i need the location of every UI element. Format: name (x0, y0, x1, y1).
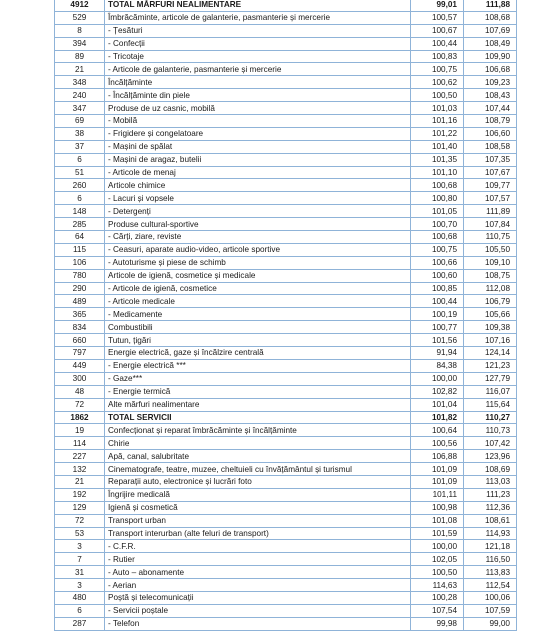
category-label-cell: - Medicamente (105, 308, 411, 321)
table-row (55, 617, 517, 630)
index-previous-month-cell: 101,10 (411, 166, 464, 179)
index-previous-month-cell: 84,38 (411, 359, 464, 372)
table-row (55, 398, 517, 411)
index-previous-year-cell: 108,68 (464, 11, 517, 24)
weight-cell: 780 (55, 269, 105, 282)
index-previous-month-cell: 100,64 (411, 424, 464, 437)
index-previous-year-cell: 108,49 (464, 37, 517, 50)
category-label-cell: - Detergenți (105, 205, 411, 218)
category-label-cell: Combustibili (105, 321, 411, 334)
table-row (55, 205, 517, 218)
category-label-cell: Chirie (105, 437, 411, 450)
index-previous-year-cell: 114,93 (464, 527, 517, 540)
weight-cell: 365 (55, 308, 105, 321)
weight-cell: 227 (55, 450, 105, 463)
category-label-cell: - Frigidere și congelatoare (105, 127, 411, 140)
category-label-cell: - Ceasuri, aparate audio-video, articole sportive (105, 243, 411, 256)
weight-cell: 115 (55, 243, 105, 256)
index-previous-year-cell: 112,54 (464, 579, 517, 592)
category-label-cell: - Rutier (105, 553, 411, 566)
category-label-cell: Produse cultural-sportive (105, 218, 411, 231)
category-label-cell: - Energie termică (105, 385, 411, 398)
weight-cell: 192 (55, 488, 105, 501)
category-label-cell: - Mobilă (105, 115, 411, 128)
index-previous-month-cell: 107,54 (411, 604, 464, 617)
index-previous-month-cell: 100,60 (411, 269, 464, 282)
table-row (55, 385, 517, 398)
index-previous-month-cell: 101,56 (411, 334, 464, 347)
index-previous-year-cell: 108,79 (464, 115, 517, 128)
category-label-cell: - Articole de menaj (105, 166, 411, 179)
index-previous-year-cell: 108,61 (464, 514, 517, 527)
category-label-cell: Apă, canal, salubritate (105, 450, 411, 463)
weight-cell: 347 (55, 102, 105, 115)
weight-cell: 8 (55, 24, 105, 37)
index-previous-year-cell: 106,68 (464, 63, 517, 76)
index-previous-year-cell: 108,58 (464, 140, 517, 153)
weight-cell: 834 (55, 321, 105, 334)
index-previous-year-cell: 105,50 (464, 243, 517, 256)
weight-cell: 797 (55, 347, 105, 360)
category-label-cell: - Cărți, ziare, reviste (105, 231, 411, 244)
table-row (55, 424, 517, 437)
table-row (55, 192, 517, 205)
category-label-cell: - Articole medicale (105, 295, 411, 308)
index-previous-month-cell: 100,50 (411, 89, 464, 102)
weight-cell: 348 (55, 76, 105, 89)
index-previous-year-cell: 100,06 (464, 591, 517, 604)
index-previous-year-cell: 108,43 (464, 89, 517, 102)
category-label-cell: - Mașini de spălat (105, 140, 411, 153)
table-row (55, 553, 517, 566)
index-previous-month-cell: 101,09 (411, 463, 464, 476)
category-label-cell: - Autoturisme și piese de schimb (105, 256, 411, 269)
category-label-cell: Cinematografe, teatre, muzee, cheltuieli cu învățământul și turismul (105, 463, 411, 476)
category-label-cell: - Auto – abonamente (105, 566, 411, 579)
table-row (55, 63, 517, 76)
category-label-cell: Articole chimice (105, 179, 411, 192)
category-label-cell: Transport urban (105, 514, 411, 527)
table-row (55, 514, 517, 527)
index-previous-month-cell: 100,00 (411, 540, 464, 553)
index-previous-month-cell: 100,80 (411, 192, 464, 205)
weight-cell: 31 (55, 566, 105, 579)
category-label-cell: Energie electrică, gaze și încălzire centrală (105, 347, 411, 360)
table-row (55, 488, 517, 501)
table-row (55, 591, 517, 604)
category-label-cell: Articole de igienă, cosmetice și medicale (105, 269, 411, 282)
weight-cell: 37 (55, 140, 105, 153)
table-row (55, 76, 517, 89)
table-row (55, 359, 517, 372)
index-previous-month-cell: 101,35 (411, 153, 464, 166)
index-previous-year-cell: 115,64 (464, 398, 517, 411)
index-previous-month-cell: 100,66 (411, 256, 464, 269)
table-row (55, 540, 517, 553)
weight-cell: 69 (55, 115, 105, 128)
index-previous-month-cell: 101,11 (411, 488, 464, 501)
index-previous-month-cell: 100,70 (411, 218, 464, 231)
weight-cell: 72 (55, 398, 105, 411)
weight-cell: 3 (55, 540, 105, 553)
weight-cell: 106 (55, 256, 105, 269)
table-row (55, 372, 517, 385)
weight-cell: 660 (55, 334, 105, 347)
table-row (55, 527, 517, 540)
weight-cell: 19 (55, 424, 105, 437)
table-row (55, 282, 517, 295)
index-previous-month-cell: 101,04 (411, 398, 464, 411)
category-label-cell: - Aerian (105, 579, 411, 592)
category-label-cell: - Mașini de aragaz, butelii (105, 153, 411, 166)
table-row (55, 256, 517, 269)
category-label-cell: - Țesături (105, 24, 411, 37)
index-previous-year-cell: 107,69 (464, 24, 517, 37)
index-previous-month-cell: 114,63 (411, 579, 464, 592)
table-row (55, 0, 517, 11)
table-row (55, 347, 517, 360)
weight-cell: 6 (55, 604, 105, 617)
index-previous-year-cell: 107,84 (464, 218, 517, 231)
table-row (55, 437, 517, 450)
weight-cell: 21 (55, 475, 105, 488)
index-previous-month-cell: 99,01 (411, 0, 464, 11)
index-previous-month-cell: 100,00 (411, 372, 464, 385)
index-previous-month-cell: 91,94 (411, 347, 464, 360)
index-previous-month-cell: 100,75 (411, 243, 464, 256)
index-previous-year-cell: 107,44 (464, 102, 517, 115)
index-previous-year-cell: 107,57 (464, 192, 517, 205)
index-previous-year-cell: 112,36 (464, 501, 517, 514)
category-label-cell: Produse de uz casnic, mobilă (105, 102, 411, 115)
index-previous-month-cell: 100,85 (411, 282, 464, 295)
index-previous-month-cell: 100,75 (411, 63, 464, 76)
category-label-cell: TOTAL MĂRFURI NEALIMENTARE (105, 0, 411, 11)
table-row (55, 37, 517, 50)
index-previous-year-cell: 105,66 (464, 308, 517, 321)
category-label-cell: - Tricotaje (105, 50, 411, 63)
table-row (55, 308, 517, 321)
index-previous-year-cell: 106,60 (464, 127, 517, 140)
index-previous-year-cell: 109,23 (464, 76, 517, 89)
category-label-cell: Igienă și cosmetică (105, 501, 411, 514)
index-previous-year-cell: 106,79 (464, 295, 517, 308)
index-previous-year-cell: 116,07 (464, 385, 517, 398)
index-previous-month-cell: 101,03 (411, 102, 464, 115)
weight-cell: 7 (55, 553, 105, 566)
index-previous-year-cell: 108,69 (464, 463, 517, 476)
table-row (55, 218, 517, 231)
weight-cell: 64 (55, 231, 105, 244)
index-previous-month-cell: 100,98 (411, 501, 464, 514)
table-row (55, 24, 517, 37)
index-previous-year-cell: 111,89 (464, 205, 517, 218)
weight-cell: 4912 (55, 0, 105, 11)
weight-cell: 285 (55, 218, 105, 231)
index-previous-month-cell: 100,68 (411, 179, 464, 192)
table-row (55, 89, 517, 102)
index-previous-year-cell: 124,14 (464, 347, 517, 360)
index-previous-year-cell: 107,42 (464, 437, 517, 450)
weight-cell: 240 (55, 89, 105, 102)
table-row (55, 269, 517, 282)
index-previous-year-cell: 109,90 (464, 50, 517, 63)
price-index-table (54, 0, 517, 631)
index-previous-month-cell: 100,67 (411, 24, 464, 37)
index-previous-month-cell: 102,05 (411, 553, 464, 566)
weight-cell: 1862 (55, 411, 105, 424)
index-previous-month-cell: 101,16 (411, 115, 464, 128)
table-row (55, 11, 517, 24)
index-previous-month-cell: 100,19 (411, 308, 464, 321)
table-row (55, 179, 517, 192)
weight-cell: 3 (55, 579, 105, 592)
index-previous-month-cell: 100,44 (411, 295, 464, 308)
index-previous-year-cell: 109,77 (464, 179, 517, 192)
index-previous-month-cell: 100,62 (411, 76, 464, 89)
table-row (55, 579, 517, 592)
category-label-cell: Tutun, țigări (105, 334, 411, 347)
price-index-table-page (54, 0, 516, 631)
index-previous-year-cell: 107,16 (464, 334, 517, 347)
table-row (55, 166, 517, 179)
weight-cell: 6 (55, 153, 105, 166)
category-label-cell: - Confecții (105, 37, 411, 50)
category-label-cell: - Lacuri și vopsele (105, 192, 411, 205)
category-label-cell: Confecționat și reparat îmbrăcăminte și încălțăminte (105, 424, 411, 437)
table-row (55, 127, 517, 140)
index-previous-month-cell: 101,05 (411, 205, 464, 218)
index-previous-year-cell: 107,35 (464, 153, 517, 166)
table-row (55, 334, 517, 347)
table-row (55, 102, 517, 115)
index-previous-year-cell: 111,23 (464, 488, 517, 501)
category-label-cell: Îmbrăcăminte, articole de galanterie, pasmanterie și mercerie (105, 11, 411, 24)
category-label-cell: - C.F.R. (105, 540, 411, 553)
category-label-cell: Încălțăminte (105, 76, 411, 89)
table-row (55, 475, 517, 488)
index-previous-year-cell: 127,79 (464, 372, 517, 385)
table-row (55, 321, 517, 334)
weight-cell: 394 (55, 37, 105, 50)
index-previous-month-cell: 100,44 (411, 37, 464, 50)
table-row (55, 231, 517, 244)
index-previous-month-cell: 100,77 (411, 321, 464, 334)
index-previous-year-cell: 113,83 (464, 566, 517, 579)
index-previous-year-cell: 112,08 (464, 282, 517, 295)
index-previous-month-cell: 100,57 (411, 11, 464, 24)
index-previous-year-cell: 99,00 (464, 617, 517, 630)
weight-cell: 21 (55, 63, 105, 76)
weight-cell: 290 (55, 282, 105, 295)
index-previous-year-cell: 121,23 (464, 359, 517, 372)
weight-cell: 489 (55, 295, 105, 308)
index-previous-year-cell: 107,67 (464, 166, 517, 179)
category-label-cell: Transport interurban (alte feluri de transport) (105, 527, 411, 540)
index-previous-month-cell: 100,56 (411, 437, 464, 450)
table-row (55, 140, 517, 153)
index-previous-year-cell: 113,03 (464, 475, 517, 488)
index-previous-year-cell: 107,59 (464, 604, 517, 617)
category-label-cell: - Telefon (105, 617, 411, 630)
table-body (55, 0, 517, 630)
weight-cell: 38 (55, 127, 105, 140)
category-label-cell: - Gaze*** (105, 372, 411, 385)
index-previous-month-cell: 101,82 (411, 411, 464, 424)
table-row (55, 566, 517, 579)
table-row (55, 295, 517, 308)
category-label-cell: - Energie electrică *** (105, 359, 411, 372)
weight-cell: 53 (55, 527, 105, 540)
index-previous-year-cell: 110,73 (464, 424, 517, 437)
index-previous-month-cell: 100,68 (411, 231, 464, 244)
index-previous-year-cell: 111,88 (464, 0, 517, 11)
weight-cell: 480 (55, 591, 105, 604)
index-previous-month-cell: 101,40 (411, 140, 464, 153)
index-previous-year-cell: 109,10 (464, 256, 517, 269)
weight-cell: 89 (55, 50, 105, 63)
category-label-cell: Poștă și telecomunicații (105, 591, 411, 604)
index-previous-year-cell: 121,18 (464, 540, 517, 553)
index-previous-year-cell: 110,75 (464, 231, 517, 244)
category-label-cell: Reparații auto, electronice și lucrări foto (105, 475, 411, 488)
category-label-cell: Alte mărfuri nealimentare (105, 398, 411, 411)
category-label-cell: Îngrijire medicală (105, 488, 411, 501)
weight-cell: 529 (55, 11, 105, 24)
weight-cell: 287 (55, 617, 105, 630)
table-row (55, 50, 517, 63)
index-previous-year-cell: 116,50 (464, 553, 517, 566)
index-previous-month-cell: 102,82 (411, 385, 464, 398)
weight-cell: 114 (55, 437, 105, 450)
index-previous-month-cell: 106,88 (411, 450, 464, 463)
table-row (55, 501, 517, 514)
weight-cell: 300 (55, 372, 105, 385)
table-row (55, 115, 517, 128)
index-previous-month-cell: 100,83 (411, 50, 464, 63)
weight-cell: 132 (55, 463, 105, 476)
table-row (55, 604, 517, 617)
index-previous-month-cell: 101,08 (411, 514, 464, 527)
category-label-cell: - Încălțăminte din piele (105, 89, 411, 102)
weight-cell: 260 (55, 179, 105, 192)
weight-cell: 72 (55, 514, 105, 527)
index-previous-month-cell: 99,98 (411, 617, 464, 630)
category-label-cell: - Articole de galanterie, pasmanterie și mercerie (105, 63, 411, 76)
index-previous-month-cell: 101,59 (411, 527, 464, 540)
weight-cell: 51 (55, 166, 105, 179)
index-previous-year-cell: 123,96 (464, 450, 517, 463)
index-previous-month-cell: 101,22 (411, 127, 464, 140)
index-previous-month-cell: 101,09 (411, 475, 464, 488)
table-row (55, 463, 517, 476)
index-previous-year-cell: 110,27 (464, 411, 517, 424)
weight-cell: 129 (55, 501, 105, 514)
table-row (55, 153, 517, 166)
weight-cell: 449 (55, 359, 105, 372)
table-row (55, 411, 517, 424)
category-label-cell: - Servicii poștale (105, 604, 411, 617)
table-row (55, 243, 517, 256)
index-previous-month-cell: 100,50 (411, 566, 464, 579)
index-previous-month-cell: 100,28 (411, 591, 464, 604)
category-label-cell: - Articole de igienă, cosmetice (105, 282, 411, 295)
weight-cell: 6 (55, 192, 105, 205)
table-row (55, 450, 517, 463)
index-previous-year-cell: 108,75 (464, 269, 517, 282)
weight-cell: 48 (55, 385, 105, 398)
weight-cell: 148 (55, 205, 105, 218)
category-label-cell: TOTAL SERVICII (105, 411, 411, 424)
index-previous-year-cell: 109,38 (464, 321, 517, 334)
